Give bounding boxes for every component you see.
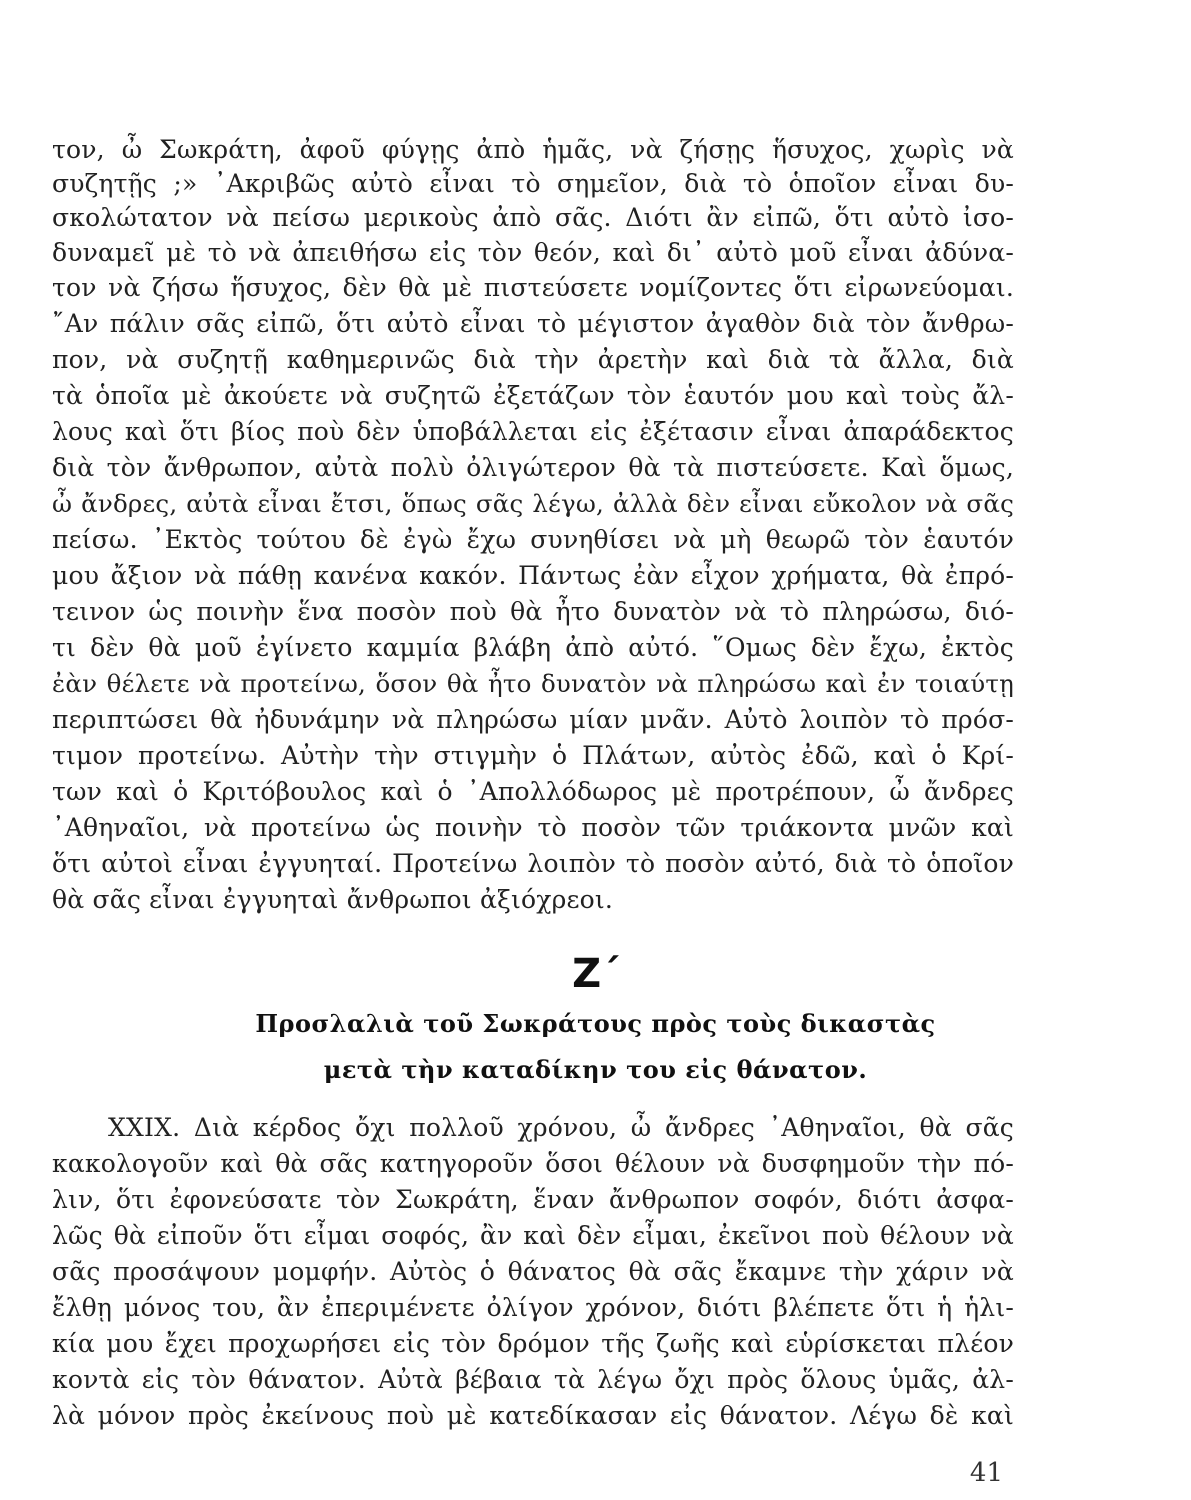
text-line: δυναμεῖ μὲ τὸ νὰ ἀπειθήσω εἰς τὸν θεόν, καὶ δι᾽ αὐτὸ μοῦ εἶναι ἀδύνα- [52,238,1014,267]
text-line: τιμον προτείνω. Αὐτὴν τὴν στιγμὴν ὁ Πλάτων, αὐτὸς ἐδῶ, καὶ ὁ Κρί- [52,741,1014,770]
text-line: λους καὶ ὅτι βίος ποὺ δὲν ὑποβάλλεται εἰς ἐξέτασιν εἶναι ἀπαράδεκτος [52,417,1014,446]
text-line: ᾿Αθηναῖοι, νὰ προτείνω ὡς ποινὴν τὸ ποσὸν τῶν τριάκοντα μνῶν καὶ [52,813,1014,842]
section-heading-line-1: Προσλαλιὰ τοῦ Σωκράτους πρὸς τοὺς δικαστὰς [255,1009,936,1038]
text-line: κακολογοῦν καὶ θὰ σᾶς κατηγοροῦν ὅσοι θέλουν νὰ δυσφημοῦν τὴν πό- [52,1149,1014,1178]
text-line: διὰ τὸν ἄνθρωπον, αὐτὰ πολὺ ὀλιγώτερον θὰ τὰ πιστεύσετε. Καὶ ὅμως, [52,453,1014,482]
text-line: πον, νὰ συζητῇ καθημερινῶς διὰ τὴν ἀρετὴν καὶ διὰ τὰ ἄλλα, διὰ [52,345,1014,374]
text-line: των καὶ ὁ Κριτόβουλος καὶ ὁ ᾿Απολλόδωρος μὲ προτρέπουν, ὦ ἄνδρες [52,777,1014,806]
text-line: ὦ ἄνδρες, αὐτὰ εἶναι ἔτσι, ὅπως σᾶς λέγω, ἀλλὰ δὲν εἶναι εὔκολον νὰ σᾶς [52,489,1014,518]
text-line: λὰ μόνον πρὸς ἐκείνους ποὺ μὲ κατεδίκασαν εἰς θάνατον. Λέγω δὲ καὶ [52,1401,1014,1430]
section-heading-line-2: μετὰ τὴν καταδίκην του εἰς θάνατον. [323,1055,868,1084]
chapter-letter: Ζ΄ [572,951,619,997]
text-line: ῎Αν πάλιν σᾶς εἰπῶ, ὅτι αὐτὸ εἶναι τὸ μέγιστον ἀγαθὸν διὰ τὸν ἄνθρω- [52,309,1014,338]
text-line: θὰ σᾶς εἶναι ἐγγυηταὶ ἄνθρωποι ἀξιόχρεοι. [52,885,614,914]
text-line: ἔλθῃ μόνος του, ἂν ἐπεριμένετε ὀλίγον χρόνον, διότι βλέπετε ὅτι ἡ ἡλι- [52,1293,1014,1322]
text-line: κία μου ἔχει προχωρήσει εἰς τὸν δρόμον τῆς ζωῆς καὶ εὑρίσκεται πλέον [52,1329,1014,1358]
text-line: μου ἄξιον νὰ πάθῃ κανένα κακόν. Πάντως ἐὰν εἶχον χρήματα, θὰ ἐπρό- [52,561,1014,590]
text-line: λιν, ὅτι ἐφονεύσατε τὸν Σωκράτη, ἕναν ἄνθρωπον σοφόν, διότι ἀσφα- [52,1185,1014,1214]
text-line: κοντὰ εἰς τὸν θάνατον. Αὐτὰ βέβαια τὰ λέγω ὄχι πρὸς ὅλους ὑμᾶς, ἀλ- [52,1365,1014,1394]
text-line: τι δὲν θὰ μοῦ ἐγίνετο καμμία βλάβη ἀπὸ αὐτό. ῞Ομως δὲν ἔχω, ἐκτὸς [52,633,1014,662]
text-line: συζητῇς ;» ᾿Ακριβῶς αὐτὸ εἶναι τὸ σημεῖον, διὰ τὸ ὁποῖον εἶναι δυ- [52,169,1014,198]
text-line: τον, ὦ Σωκράτη, ἀφοῦ φύγῃς ἀπὸ ἡμᾶς, νὰ ζήσῃς ἥσυχος, χωρὶς νὰ [52,135,1014,164]
text-line: σκολώτατον νὰ πείσω μερικοὺς ἀπὸ σᾶς. Διότι ἂν εἰπῶ, ὅτι αὐτὸ ἰσο- [52,203,1014,232]
text-line: τεινον ὡς ποινὴν ἕνα ποσὸν ποὺ θὰ ἦτο δυνατὸν νὰ τὸ πληρώσω, διό- [52,597,1014,626]
text-line: τον νὰ ζήσω ἥσυχος, δὲν θὰ μὲ πιστεύσετε νομίζοντες ὅτι εἰρωνεύομαι. [52,273,1014,302]
page-number: 41 [969,1458,1003,1488]
text-line: πείσω. ᾿Εκτὸς τούτου δὲ ἐγὼ ἔχω συνηθίσει νὰ μὴ θεωρῶ τὸν ἑαυτόν [52,525,1014,554]
text-line: ὅτι αὐτοὶ εἶναι ἐγγυηταί. Προτείνω λοιπὸν τὸ ποσὸν αὐτό, διὰ τὸ ὁποῖον [52,849,1014,878]
text-line: σᾶς προσάψουν μομφήν. Αὐτὸς ὁ θάνατος θὰ σᾶς ἔκαμνε τὴν χάριν νὰ [52,1257,1014,1286]
text-line: λῶς θὰ εἰποῦν ὅτι εἶμαι σοφός, ἂν καὶ δὲν εἶμαι, ἐκεῖνοι ποὺ θέλουν νὰ [52,1221,1014,1250]
text-line: τὰ ὁποῖα μὲ ἀκούετε νὰ συζητῶ ἐξετάζων τὸν ἑαυτόν μου καὶ τοὺς ἄλ- [52,381,1014,410]
text-line: ἐὰν θέλετε νὰ προτείνω, ὅσον θὰ ἦτο δυνατὸν νὰ πληρώσω καὶ ἐν τοιαύτῃ [52,669,1014,698]
text-line: περιπτώσει θὰ ἠδυνάμην νὰ πληρώσω μίαν μνᾶν. Αὐτὸ λοιπὸν τὸ πρόσ- [52,705,1014,734]
text-line: XXIX. Διὰ κέρδος ὄχι πολλοῦ χρόνου, ὦ ἄνδρες ᾿Αθηναῖοι, θὰ σᾶς [108,1113,1014,1142]
